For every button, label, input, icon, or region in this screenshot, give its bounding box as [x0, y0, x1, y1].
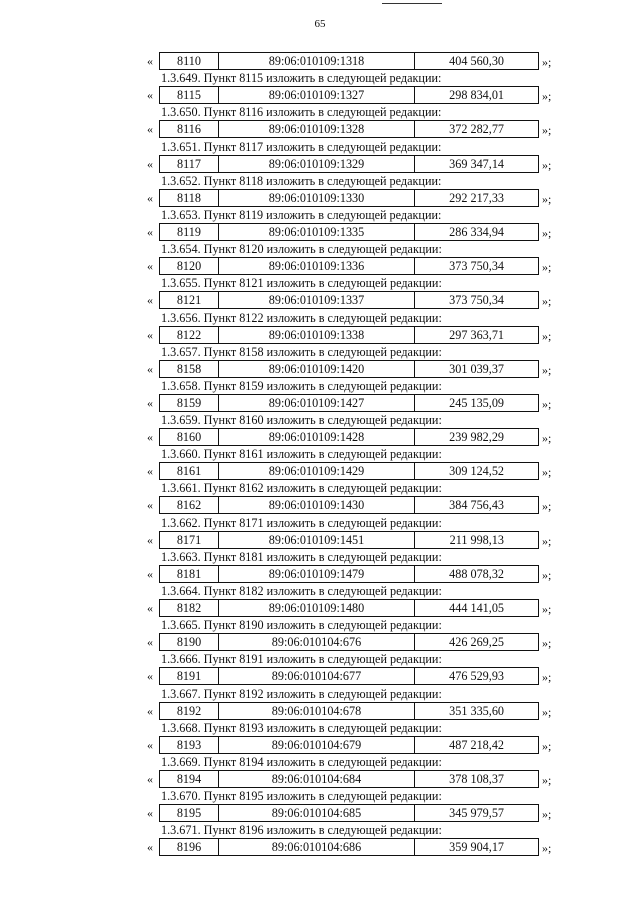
value-cell: 487 218,42	[449, 737, 504, 752]
cadastral-number-cell: 89:06:010109:1338	[219, 327, 415, 343]
amendment-entry	[0, 480, 640, 514]
value-cell: 297 363,71	[449, 327, 504, 342]
table-row	[0, 736, 640, 754]
row-cells	[159, 52, 539, 70]
open-quote: «	[147, 293, 153, 308]
cadastral-number-cell: 89:06:010109:1480	[219, 600, 415, 616]
cadastral-number-cell: 89:06:010109:1420	[219, 361, 415, 377]
open-quote: «	[147, 395, 153, 410]
amendment-entry	[0, 275, 640, 309]
cadastral-number-cell: 89:06:010109:1329	[219, 156, 415, 172]
row-cells	[159, 291, 539, 309]
amendment-heading: 1.3.668. Пункт 8193 изложить в следующей редакции:	[161, 720, 442, 735]
table-row	[0, 120, 640, 138]
close-quote: »;	[542, 396, 552, 411]
row-cells	[159, 599, 539, 617]
cadastral-number-cell: 89:06:010109:1318	[219, 53, 415, 69]
amendment-heading: 1.3.666. Пункт 8191 изложить в следующей редакции:	[161, 652, 442, 667]
close-quote: »;	[542, 567, 552, 582]
cadastral-number-cell: 89:06:010104:684	[219, 771, 415, 787]
close-quote: »;	[542, 465, 552, 480]
table-row	[0, 291, 640, 309]
open-quote: «	[147, 259, 153, 274]
amendment-heading: 1.3.667. Пункт 8192 изложить в следующей редакции:	[161, 686, 442, 701]
close-quote: »;	[542, 294, 552, 309]
table-row	[0, 496, 640, 514]
table-row	[0, 565, 640, 583]
close-quote: »;	[542, 123, 552, 138]
cadastral-number-cell: 89:06:010109:1451	[219, 532, 415, 548]
item-number-cell: 8190	[160, 634, 219, 650]
close-quote: »;	[542, 738, 552, 753]
close-quote: »;	[542, 499, 552, 514]
amendment-heading: 1.3.669. Пункт 8194 изложить в следующей редакции:	[161, 754, 442, 769]
open-quote: «	[147, 498, 153, 513]
open-quote: «	[147, 703, 153, 718]
table-row	[0, 257, 640, 275]
amendment-entry	[0, 104, 640, 138]
amendment-heading: 1.3.651. Пункт 8117 изложить в следующей редакции:	[161, 139, 442, 154]
item-number-cell: 8194	[160, 771, 219, 787]
table-row	[0, 633, 640, 651]
item-number-cell: 8191	[160, 668, 219, 684]
open-quote: «	[147, 464, 153, 479]
value-cell: 378 108,37	[449, 771, 504, 786]
value-cell: 211 998,13	[449, 532, 504, 547]
item-number-cell: 8181	[160, 566, 219, 582]
table-row	[0, 804, 640, 822]
close-quote: »;	[542, 55, 552, 69]
row-cells	[159, 838, 539, 856]
value-cell: 373 750,34	[449, 259, 504, 274]
open-quote: «	[147, 532, 153, 547]
open-quote: «	[147, 737, 153, 752]
open-quote: «	[147, 840, 153, 855]
value-cell: 384 756,43	[449, 498, 504, 513]
amendment-entry	[0, 549, 640, 583]
amendment-entry	[0, 173, 640, 207]
cadastral-number-cell: 89:06:010109:1335	[219, 224, 415, 240]
amendment-entry	[0, 720, 640, 754]
value-cell: 476 529,93	[449, 669, 504, 684]
amendment-heading: 1.3.664. Пункт 8182 изложить в следующей редакции:	[161, 584, 442, 598]
close-quote: »;	[542, 157, 552, 172]
value-cell: 301 039,37	[449, 361, 504, 376]
open-quote: «	[147, 327, 153, 342]
cadastral-number-cell: 89:06:010104:678	[219, 703, 415, 719]
value-cell: 239 982,29	[449, 430, 504, 445]
amendment-heading: 1.3.665. Пункт 8190 изложить в следующей редакции:	[161, 618, 442, 633]
amendment-heading: 1.3.654. Пункт 8120 изложить в следующей редакции:	[161, 242, 442, 257]
row-cells	[159, 702, 539, 720]
amendment-heading: 1.3.661. Пункт 8162 изложить в следующей редакции:	[161, 481, 442, 496]
amendment-heading: 1.3.660. Пункт 8161 изложить в следующей редакции:	[161, 447, 442, 462]
table-row	[0, 155, 640, 173]
amendment-heading: 1.3.658. Пункт 8159 изложить в следующей редакции:	[161, 378, 442, 393]
page-number: 65	[314, 18, 326, 30]
cadastral-number-cell: 89:06:010104:686	[219, 839, 415, 855]
value-cell: 488 078,32	[449, 566, 504, 581]
open-quote: «	[147, 771, 153, 786]
item-number-cell: 8195	[160, 805, 219, 821]
row-cells	[159, 394, 539, 412]
item-number-cell: 8182	[160, 600, 219, 616]
amendment-heading: 1.3.670. Пункт 8195 изложить в следующей редакции:	[161, 789, 442, 804]
close-quote: »;	[542, 772, 552, 787]
row-cells	[159, 326, 539, 344]
value-cell: 372 282,77	[449, 122, 504, 137]
table-row	[0, 770, 640, 788]
table-row	[0, 462, 640, 480]
item-number-cell: 8158	[160, 361, 219, 377]
amendment-entry	[0, 651, 640, 685]
amendment-heading: 1.3.653. Пункт 8119 изложить в следующей редакции:	[161, 207, 442, 222]
close-quote: »;	[542, 431, 552, 446]
table-row	[0, 702, 640, 720]
table-row	[0, 326, 640, 344]
cadastral-number-cell: 89:06:010109:1479	[219, 566, 415, 582]
entries-list	[0, 52, 640, 857]
item-number-cell: 8161	[160, 463, 219, 479]
row-cells	[159, 155, 539, 173]
amendment-heading: 1.3.652. Пункт 8118 изложить в следующей редакции:	[161, 173, 442, 188]
row-cells	[159, 496, 539, 514]
cadastral-number-cell: 89:06:010109:1330	[219, 190, 415, 206]
value-cell: 404 560,30	[449, 54, 504, 68]
row-cells	[159, 462, 539, 480]
item-number-cell: 8162	[160, 497, 219, 513]
row-cells	[159, 189, 539, 207]
amendment-heading: 1.3.671. Пункт 8196 изложить в следующей редакции:	[161, 823, 442, 838]
close-quote: »;	[542, 191, 552, 206]
item-number-cell: 8122	[160, 327, 219, 343]
cadastral-number-cell: 89:06:010109:1429	[219, 463, 415, 479]
amendment-heading: 1.3.649. Пункт 8115 изложить в следующей редакции:	[161, 71, 442, 86]
cadastral-number-cell: 89:06:010104:685	[219, 805, 415, 821]
cadastral-number-cell: 89:06:010104:677	[219, 668, 415, 684]
row-cells	[159, 120, 539, 138]
amendment-entry	[0, 241, 640, 275]
cadastral-number-cell: 89:06:010109:1328	[219, 121, 415, 137]
row-cells	[159, 257, 539, 275]
close-quote: »;	[542, 636, 552, 651]
item-number-cell: 8116	[160, 121, 219, 137]
table-row	[0, 394, 640, 412]
item-number-cell: 8119	[160, 224, 219, 240]
item-number-cell: 8171	[160, 532, 219, 548]
item-number-cell: 8110	[160, 53, 219, 69]
amendment-entry	[0, 754, 640, 788]
table-row	[0, 531, 640, 549]
close-quote: »;	[542, 602, 552, 616]
value-cell: 444 141,05	[449, 601, 504, 615]
row-cells	[159, 667, 539, 685]
amendment-heading: 1.3.659. Пункт 8160 изложить в следующей редакции:	[161, 413, 442, 428]
row-cells	[159, 86, 539, 104]
amendment-entry	[0, 583, 640, 617]
amendment-entry	[0, 686, 640, 720]
amendment-entry	[0, 446, 640, 480]
item-number-cell: 8159	[160, 395, 219, 411]
table-row	[0, 428, 640, 446]
row-cells	[159, 360, 539, 378]
amendment-entry	[0, 310, 640, 344]
cadastral-number-cell: 89:06:010104:679	[219, 737, 415, 753]
cadastral-number-cell: 89:06:010109:1336	[219, 258, 415, 274]
cadastral-number-cell: 89:06:010104:676	[219, 634, 415, 650]
item-number-cell: 8115	[160, 87, 219, 103]
value-cell: 359 904,17	[449, 840, 504, 855]
open-quote: «	[147, 190, 153, 205]
open-quote: «	[147, 122, 153, 137]
value-cell: 298 834,01	[449, 88, 504, 103]
cadastral-number-cell: 89:06:010109:1337	[219, 292, 415, 308]
item-number-cell: 8193	[160, 737, 219, 753]
item-number-cell: 8192	[160, 703, 219, 719]
row-cells	[159, 428, 539, 446]
close-quote: »;	[542, 841, 552, 856]
value-cell: 309 124,52	[449, 464, 504, 479]
item-number-cell: 8121	[160, 292, 219, 308]
top-rule	[382, 3, 442, 4]
amendment-entry	[0, 515, 640, 549]
value-cell: 345 979,57	[449, 806, 504, 821]
amendment-heading: 1.3.656. Пункт 8122 изложить в следующей редакции:	[161, 310, 442, 325]
table-row	[0, 189, 640, 207]
close-quote: »;	[542, 362, 552, 377]
open-quote: «	[147, 601, 153, 615]
open-quote: «	[147, 361, 153, 376]
amendment-heading: 1.3.663. Пункт 8181 изложить в следующей редакции:	[161, 549, 442, 564]
close-quote: »;	[542, 670, 552, 685]
amendment-entry	[0, 412, 640, 446]
item-number-cell: 8117	[160, 156, 219, 172]
item-number-cell: 8196	[160, 839, 219, 855]
value-cell: 292 217,33	[449, 190, 504, 205]
amendment-entry	[0, 52, 640, 70]
row-cells	[159, 633, 539, 651]
value-cell: 351 335,60	[449, 703, 504, 718]
table-row	[0, 52, 640, 70]
open-quote: «	[147, 635, 153, 650]
table-row	[0, 667, 640, 685]
amendment-heading: 1.3.662. Пункт 8171 изложить в следующей редакции:	[161, 515, 442, 530]
amendment-entry	[0, 70, 640, 104]
value-cell: 286 334,94	[449, 224, 504, 239]
amendment-heading: 1.3.657. Пункт 8158 изложить в следующей редакции:	[161, 344, 442, 359]
row-cells	[159, 804, 539, 822]
row-cells	[159, 223, 539, 241]
row-cells	[159, 565, 539, 583]
value-cell: 245 135,09	[449, 395, 504, 410]
item-number-cell: 8160	[160, 429, 219, 445]
amendment-entry	[0, 617, 640, 651]
close-quote: »;	[542, 89, 552, 104]
value-cell: 369 347,14	[449, 156, 504, 171]
close-quote: »;	[542, 225, 552, 240]
amendment-entry	[0, 344, 640, 378]
open-quote: «	[147, 224, 153, 239]
open-quote: «	[147, 156, 153, 171]
cadastral-number-cell: 89:06:010109:1430	[219, 497, 415, 513]
row-cells	[159, 736, 539, 754]
table-row	[0, 360, 640, 378]
close-quote: »;	[542, 533, 552, 548]
cadastral-number-cell: 89:06:010109:1428	[219, 429, 415, 445]
item-number-cell: 8120	[160, 258, 219, 274]
value-cell: 426 269,25	[449, 635, 504, 650]
open-quote: «	[147, 669, 153, 684]
row-cells	[159, 770, 539, 788]
table-row	[0, 838, 640, 856]
amendment-entry	[0, 378, 640, 412]
cadastral-number-cell: 89:06:010109:1427	[219, 395, 415, 411]
table-row	[0, 223, 640, 241]
table-row	[0, 599, 640, 617]
item-number-cell: 8118	[160, 190, 219, 206]
close-quote: »;	[542, 260, 552, 275]
amendment-entry	[0, 788, 640, 822]
cadastral-number-cell: 89:06:010109:1327	[219, 87, 415, 103]
amendment-entry	[0, 139, 640, 173]
open-quote: «	[147, 430, 153, 445]
open-quote: «	[147, 54, 153, 68]
amendment-entry	[0, 822, 640, 856]
open-quote: «	[147, 566, 153, 581]
value-cell: 373 750,34	[449, 293, 504, 308]
table-row	[0, 86, 640, 104]
amendment-heading: 1.3.655. Пункт 8121 изложить в следующей редакции:	[161, 276, 442, 291]
close-quote: »;	[542, 328, 552, 343]
amendment-heading: 1.3.650. Пункт 8116 изложить в следующей редакции:	[161, 105, 442, 120]
amendment-entry	[0, 207, 640, 241]
close-quote: »;	[542, 807, 552, 822]
open-quote: «	[147, 806, 153, 821]
row-cells	[159, 531, 539, 549]
close-quote: »;	[542, 704, 552, 719]
open-quote: «	[147, 88, 153, 103]
